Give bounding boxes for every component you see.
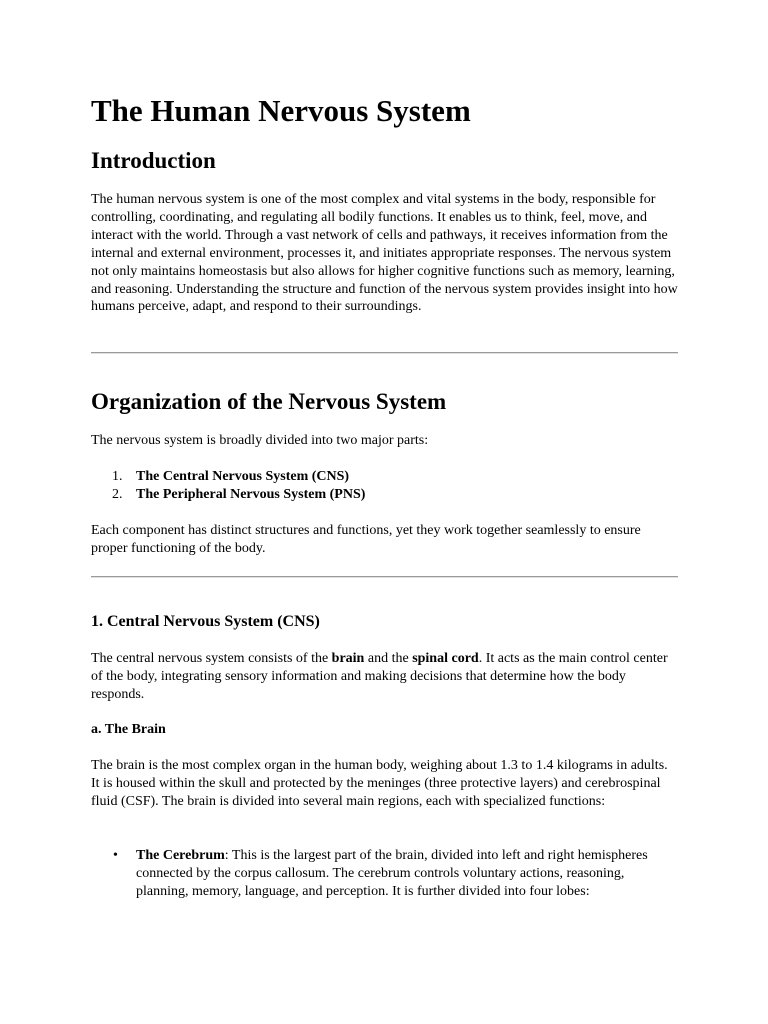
list-item [91,486,365,504]
brain-paragraph: The brain is the most complex organ in the human body, weighing about 1.3 to 1.4 kilograms in adults. It is housed within the skull and protected by the meninges (three protective layers) and cerebrospinal fluid (CSF). The brain is divided into several main regions, each with specialized functions: [91,758,668,809]
organization-lead: The nervous system is broadly divided into two major parts: [91,433,429,448]
term-brain: brain [331,651,365,666]
cns-heading: 1. Central Nervous System (CNS) [91,613,320,630]
cns-paragraph [91,650,678,704]
text-run: : This is the largest part of the brain, divided into left and right hemispheres connected by the corpus callosum. The cerebrum controls voluntary actions, reasoning, planning, memory, language, and perception. It is further divided into four lobes: [136,848,648,899]
list-item [91,847,678,901]
text-run: and the [364,651,413,666]
list-item-text [136,847,678,901]
brain-heading: a. The Brain [91,722,166,737]
list-number: 2. [112,487,123,502]
document-title: The Human Nervous System [91,93,471,128]
text-run: The central nervous system consists of the [91,651,332,666]
organization-closing: Each component has distinct structures and functions, yet they work together seamlessly to ensure proper functioning of the body. [91,523,641,556]
organization-list [91,468,365,504]
term-cerebrum: The Cerebrum [136,848,225,863]
intro-heading: Introduction [91,148,216,173]
brain-regions-list [91,847,678,901]
text-run: . It acts as the main control center of the body, integrating sensory information and making decisions that determine how the body responds. [91,651,668,702]
organization-heading: Organization of the Nervous System [91,389,447,414]
list-item [91,468,365,486]
list-item-label: The Peripheral Nervous System (PNS) [136,487,366,502]
term-spinal-cord: spinal cord [412,651,479,666]
intro-paragraph: The human nervous system is one of the most complex and vital systems in the body, responsible for controlling, coordinating, and regulating all bodily functions. It enables us to think, feel, move, and interact with the world. Through a vast network of cells and pathways, it receives information from the internal and external environment, processes it, and initiates appropriate responses. The nervous system not only maintains homeostasis but also allows for higher cognitive functions such as memory, learning, and reasoning. Understanding the structure and function of the nervous system provides insight into how humans perceive, adapt, and respond to their surroundings. [91,192,678,315]
list-number: 1. [112,469,123,484]
section-divider [91,352,678,354]
list-item-label: The Central Nervous System (CNS) [136,469,350,484]
bullet-icon: • [113,848,118,863]
section-divider [91,576,678,578]
